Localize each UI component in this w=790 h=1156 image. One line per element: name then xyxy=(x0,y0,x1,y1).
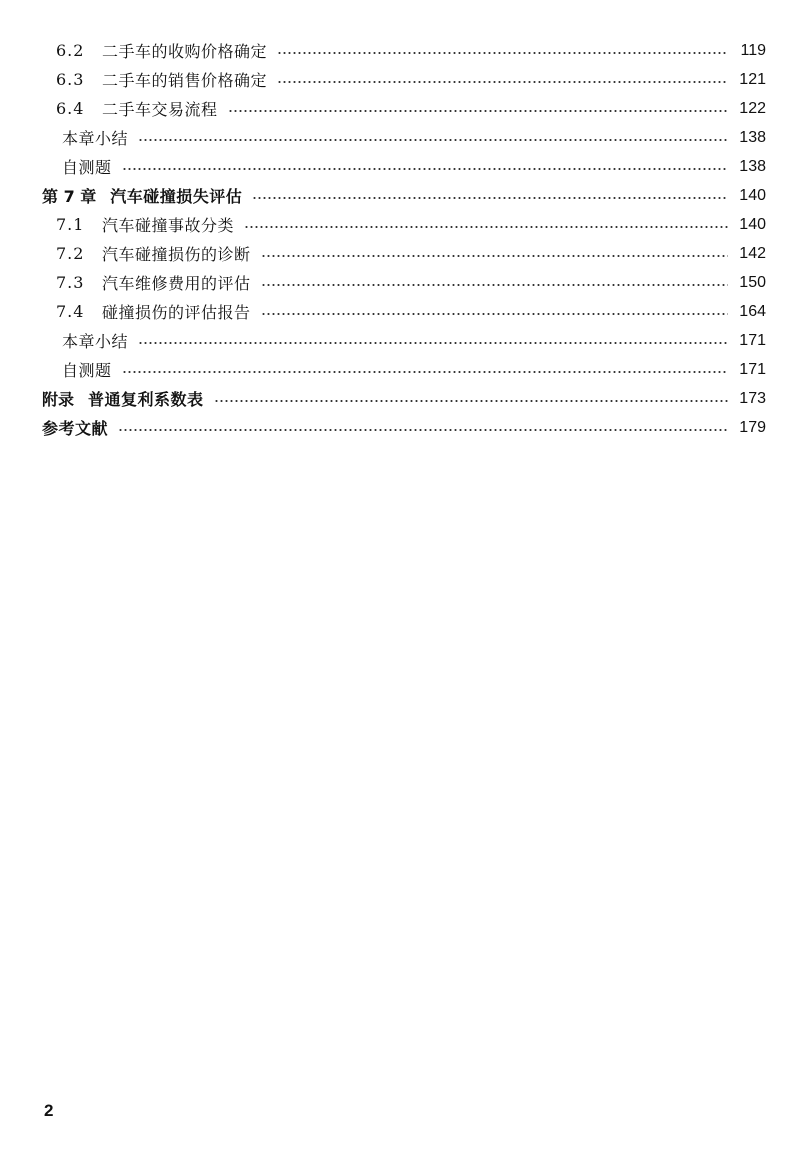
dot-leader xyxy=(277,81,728,83)
footer-page-number: 2 xyxy=(44,1101,54,1120)
table-of-contents xyxy=(0,36,790,442)
appendix-label: 附录 xyxy=(42,390,75,409)
dot-leader xyxy=(214,400,728,402)
entry-title: 二手车交易流程 xyxy=(102,100,218,119)
section-number: 7.2 xyxy=(56,244,85,263)
toc-entry-7-2[interactable] xyxy=(0,239,790,268)
toc-entry-7-1[interactable] xyxy=(0,210,790,239)
toc-entry-6-3[interactable] xyxy=(0,65,790,94)
entry-title: 碰撞损伤的评估报告 xyxy=(102,303,251,322)
entry-title: 本章小结 xyxy=(62,129,129,148)
dot-leader xyxy=(228,110,728,112)
dot-leader xyxy=(122,371,728,373)
chapter-label: 第 7 章 xyxy=(42,187,97,206)
page-number: 171 xyxy=(739,331,766,349)
dot-leader xyxy=(118,429,728,431)
dot-leader xyxy=(122,168,728,170)
entry-title: 自测题 xyxy=(62,158,112,177)
page-number: 138 xyxy=(739,157,766,175)
toc-entry-self-test[interactable] xyxy=(0,152,790,181)
toc-entry-appendix[interactable] xyxy=(0,384,790,413)
dot-leader xyxy=(138,139,728,141)
entry-title: 汽车维修费用的评估 xyxy=(102,274,251,293)
page-number: 138 xyxy=(739,128,766,146)
entry-title: 汽车碰撞损失评估 xyxy=(110,187,243,206)
section-number: 7.1 xyxy=(56,215,85,234)
page-number: 150 xyxy=(739,273,766,291)
entry-title: 汽车碰撞事故分类 xyxy=(102,216,235,235)
page-number: 164 xyxy=(739,302,766,320)
toc-entry-7-3[interactable] xyxy=(0,268,790,297)
toc-entry-self-test[interactable] xyxy=(0,355,790,384)
entry-title: 参考文献 xyxy=(42,419,109,438)
dot-leader xyxy=(277,52,728,54)
page-number: 173 xyxy=(739,389,766,407)
section-number: 6.3 xyxy=(56,70,85,89)
toc-entry-6-2[interactable] xyxy=(0,36,790,65)
dot-leader xyxy=(261,284,728,286)
page-number: 171 xyxy=(739,360,766,378)
dot-leader xyxy=(138,342,728,344)
section-number: 6.4 xyxy=(56,99,85,118)
page-number: 140 xyxy=(739,186,766,204)
page-number: 121 xyxy=(739,70,766,88)
section-number: 7.4 xyxy=(56,302,85,321)
page-number: 179 xyxy=(739,418,766,436)
section-number: 7.3 xyxy=(56,273,85,292)
toc-entry-chapter-summary[interactable] xyxy=(0,326,790,355)
entry-title: 本章小结 xyxy=(62,332,129,351)
entry-title: 二手车的收购价格确定 xyxy=(102,42,268,61)
toc-entry-chapter-summary[interactable] xyxy=(0,123,790,152)
toc-entry-references[interactable] xyxy=(0,413,790,442)
entry-title: 汽车碰撞损伤的诊断 xyxy=(102,245,251,264)
toc-entry-6-4[interactable] xyxy=(0,94,790,123)
page-number: 142 xyxy=(739,244,766,262)
dot-leader xyxy=(261,255,728,257)
dot-leader xyxy=(244,226,728,228)
entry-title: 二手车的销售价格确定 xyxy=(102,71,268,90)
toc-entry-chapter-7[interactable] xyxy=(0,181,790,210)
toc-entry-7-4[interactable] xyxy=(0,297,790,326)
entry-title: 普通复利系数表 xyxy=(88,390,204,409)
entry-title: 自测题 xyxy=(62,361,112,380)
page-number: 119 xyxy=(740,41,766,59)
dot-leader xyxy=(252,197,728,199)
page-number: 140 xyxy=(739,215,766,233)
dot-leader xyxy=(261,313,728,315)
section-number: 6.2 xyxy=(56,41,85,60)
page-number: 122 xyxy=(739,99,766,117)
